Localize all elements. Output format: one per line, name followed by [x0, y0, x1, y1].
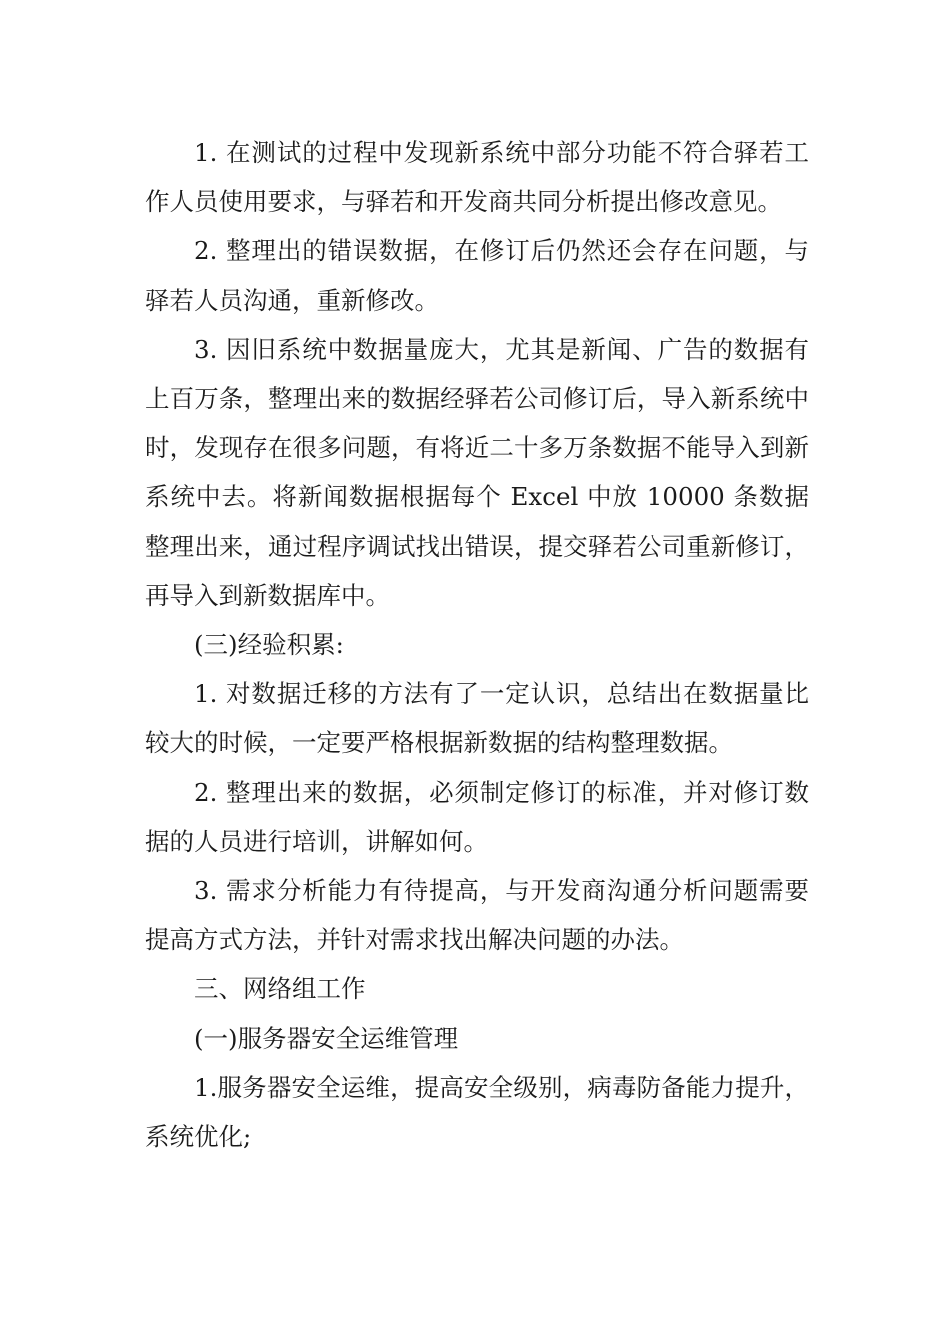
paragraph-5: 2. 整理出来的数据，必须制定修订的标准，并对修订数据的人员进行培训，讲解如何。	[145, 777, 809, 856]
paragraph-3: 3. 因旧系统中数据量庞大，尤其是新闻、广告的数据有上百万条，整理出来的数据经驿若公司修订后，导入新系统中时，发现存在很多问题，有将近二十多万条数据不能导入到新系统中去。将新闻数据根据每个 Excel 中放 10000 条数据整理出来，通过程序调试找出错误，提交驿若公司重新修订，再导入到新数据库中。	[145, 334, 809, 610]
paragraph-2: 2. 整理出的错误数据，在修订后仍然还会存在问题，与驿若人员沟通，重新修改。	[145, 236, 809, 315]
paragraph-1: 1. 在测试的过程中发现新系统中部分功能不符合驿若工作人员使用要求，与驿若和开发商共同分析提出修改意见。	[145, 138, 809, 217]
subsection-heading-server: (一)服务器安全运维管理	[194, 1023, 459, 1053]
section-heading-experience: (三)经验积累:	[194, 630, 344, 660]
paragraph-4: 1. 对数据迁移的方法有了一定认识，总结出在数据量比较大的时候，一定要严格根据新数据的结构整理数据。	[145, 679, 809, 758]
paragraph-6: 3. 需求分析能力有待提高，与开发商沟通分析问题需要提高方式方法，并针对需求找出解决问题的办法。	[145, 876, 809, 955]
paragraph-7: 1.服务器安全运维，提高安全级别，病毒防备能力提升，系统优化;	[145, 1072, 809, 1152]
section-heading-network: 三、网络组工作	[194, 974, 366, 1004]
document-body	[145, 128, 809, 1161]
